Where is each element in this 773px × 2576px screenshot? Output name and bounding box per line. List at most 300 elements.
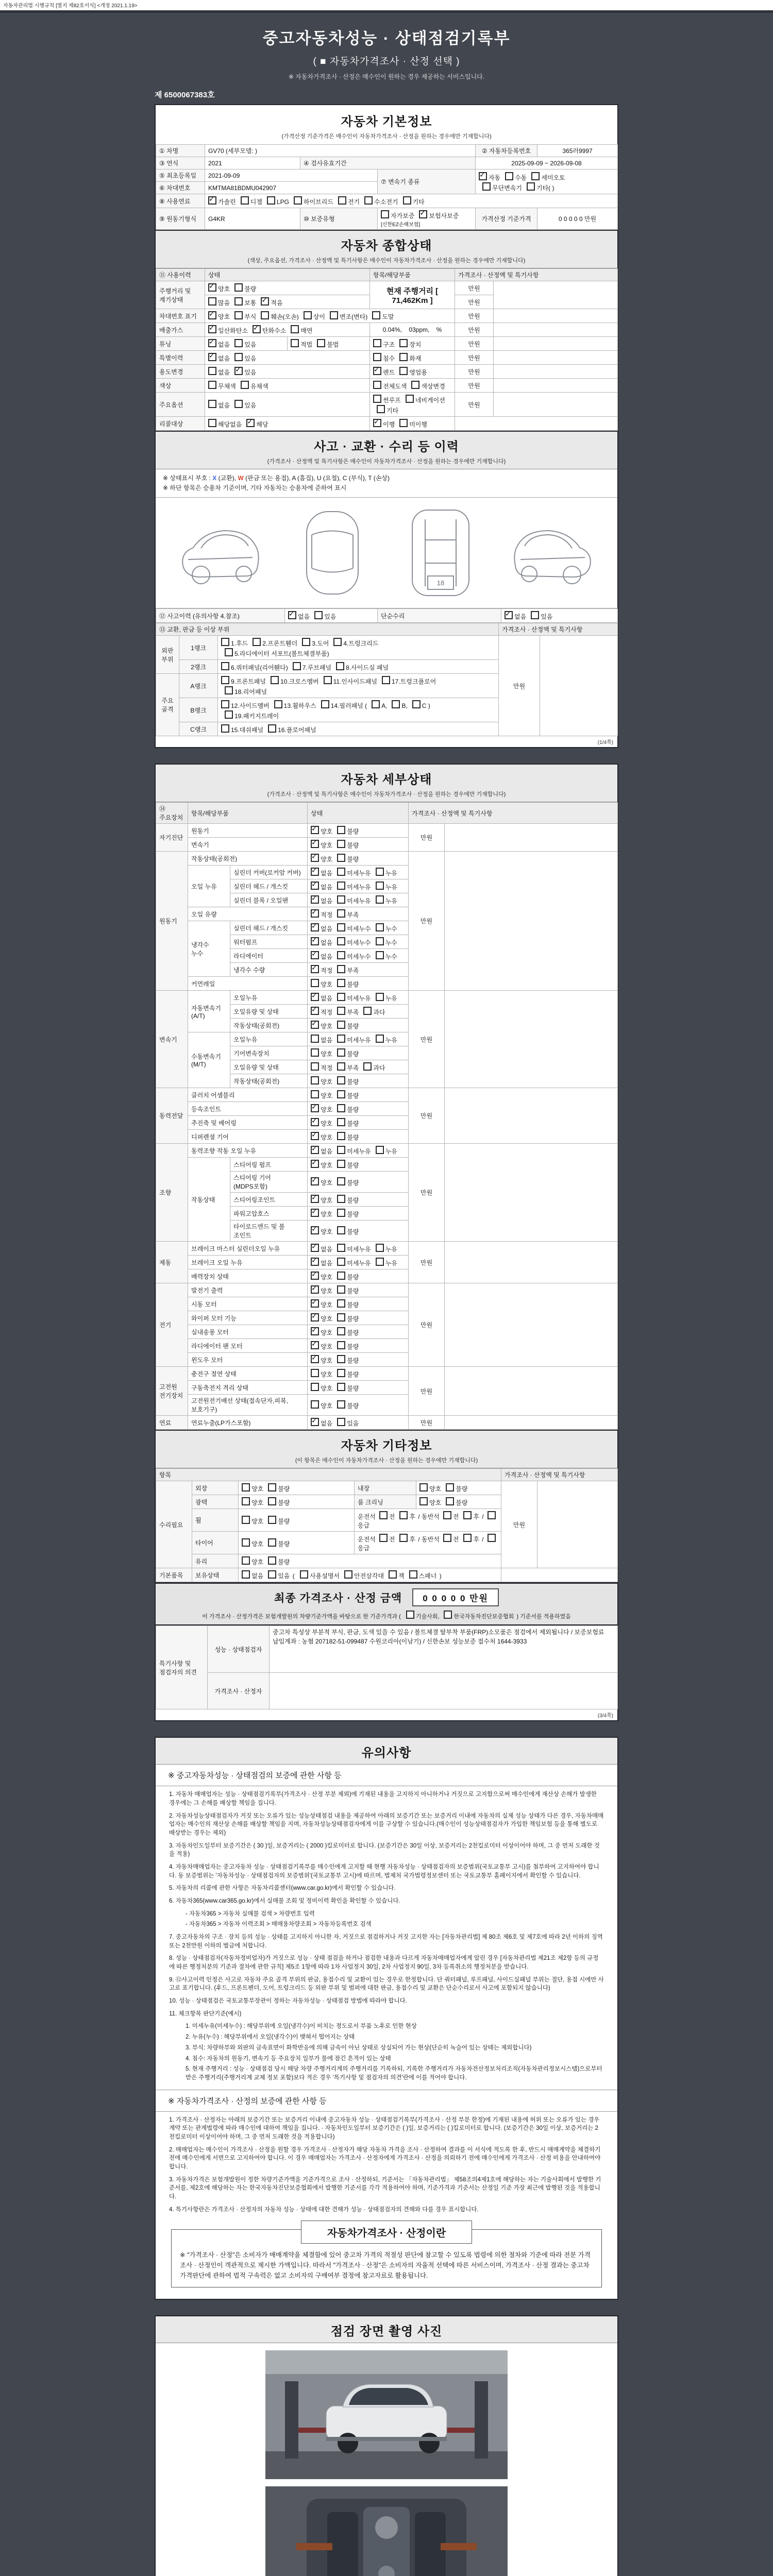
- form-checkbox: [311, 1226, 319, 1234]
- section-note: (색상, 주요옵션, 가격조사 · 산정액 및 특기사항은 매수인이 자동차가격조사 · 산정을 원하는 경우에만 기재합니다): [247, 258, 526, 264]
- text-run: ⑤ 최초등록일: [159, 172, 197, 179]
- text-run: 수동변속기: [191, 1053, 221, 1061]
- checkbox-label: 10.크로스멤버: [280, 678, 319, 686]
- checkbox-label: 1.후드: [231, 640, 248, 648]
- checkbox-label: 있음: [541, 613, 553, 621]
- notice-item: 6. 자동차365(www.car365.go.kr)에서 실매물 조회 및 정비이력 확인을 확인할 수 있습니다.: [169, 1898, 400, 1905]
- form-cell: [156, 365, 205, 379]
- form-cell: [455, 309, 494, 323]
- form-cell: [455, 417, 618, 431]
- notice-item: 2. 자동차성능상태점검자가 거짓 또는 오류가 있는 성능상태점검 내용을 제공하여 아래의 보증기간 또는 보증거리 이내에 자동차의 실제 성능 상태가 다른 경우, 자동차매매업자는 매수인의 재산상 손해를 배상할 책임을 지며, 자동차성능상태점검자에게 이를 구상할 수 있습니다.(매수인이 성능상태점검자가 가입한 책임보험 등을 통해 별도로 배상받는 경우는 제외): [169, 1812, 604, 1837]
- text-run: 만원: [513, 682, 526, 690]
- form-checkbox: [311, 909, 319, 918]
- checkbox-label: 양호: [218, 285, 230, 293]
- form-cell: [205, 365, 370, 379]
- column-header: [188, 803, 308, 824]
- form-checkbox: [412, 700, 421, 708]
- form-cell: [188, 921, 230, 977]
- text-run: ⑧ 사용연료: [159, 197, 191, 205]
- form-cell: [300, 208, 378, 230]
- text-run: 고전원: [159, 1383, 177, 1391]
- text-run: 작동상태(공회전): [233, 1022, 280, 1029]
- form-cell: [494, 351, 618, 365]
- form-cell: [205, 309, 455, 323]
- form-checkbox: [376, 951, 384, 959]
- text-run: 오일유량 및 상태: [233, 1063, 279, 1071]
- form-checkbox: [337, 1209, 345, 1217]
- checkbox-label: 양호: [321, 1274, 333, 1281]
- form-checkbox: [311, 1369, 319, 1377]
- column-header: [499, 623, 618, 636]
- text-run: 만원: [468, 326, 480, 334]
- form-cell: [239, 1509, 355, 1532]
- form-checkbox: [330, 311, 338, 319]
- text-run: 상태: [208, 272, 221, 279]
- checkbox-label: 3.도어: [312, 640, 329, 648]
- checkbox-label: 미세누유: [347, 1037, 371, 1044]
- form-checkbox: [261, 311, 269, 319]
- form-checkbox: [234, 400, 243, 408]
- form-cell: [156, 1242, 188, 1283]
- checkbox-label: 불량: [347, 828, 359, 836]
- form-cell: [494, 393, 618, 417]
- checkbox-label: 16.플로어패널: [278, 726, 316, 734]
- form-cell: [218, 698, 499, 722]
- form-checkbox: [234, 311, 243, 319]
- form-cell: [156, 1626, 208, 1709]
- form-cell: [494, 379, 618, 393]
- form-cell: [188, 1339, 308, 1353]
- notice-item: 4. 특기사항란은 가격조사 · 산정자의 자동차 성능 · 상태에 대한 견해가 성능 · 상태점검자의 견해와 다를 경우 표시합니다.: [169, 2206, 479, 2213]
- form-checkbox: [482, 182, 491, 191]
- checkbox-label: 사용설명서: [310, 1572, 340, 1580]
- checkbox-label: 화재: [409, 355, 422, 362]
- form-checkbox: [337, 909, 345, 918]
- form-cell: [188, 1311, 308, 1325]
- form-cell: [188, 1353, 308, 1367]
- checkbox-label: 누유: [385, 870, 397, 877]
- checkbox-label: 불량: [347, 1228, 359, 1236]
- final-price-note: [156, 1610, 617, 1620]
- text-run: 계기상태: [159, 296, 183, 303]
- service-note: ※ 자동차가격조사 · 산정은 매수인이 원하는 경우 제공하는 서비스입니다.: [288, 73, 485, 80]
- form-cell: [188, 1269, 308, 1283]
- form-cell: [409, 824, 445, 852]
- form-checkbox: [234, 297, 243, 306]
- text-run: 외장: [195, 1484, 208, 1492]
- checkbox-label: 없음: [321, 870, 333, 877]
- form-cell: [476, 145, 537, 157]
- form-cell: [230, 1193, 308, 1207]
- text-run: 차대번호 표기: [159, 312, 197, 320]
- form-checkbox: [274, 700, 282, 708]
- form-checkbox: [337, 1383, 345, 1391]
- text-run: 특별이력: [159, 354, 183, 362]
- text-run: 변속기: [159, 1036, 177, 1043]
- text-run: 파워고압호스: [233, 1210, 270, 1217]
- text-run: 중고차 특성상 부분적 부식, 판금, 도색 있을 수 있음 / 볼트체결 탈부착 부품(FRP)소모품은 점검에서 제외됩니다 / 보증보험료 납입계좌 : 농협 207182-51-099487 수원코리아(이남기) / 신한손보 성능보증 접수처 1644-3933: [273, 1629, 604, 1646]
- checkbox-label: 한국자동차진단보증협회: [453, 1614, 514, 1620]
- form-checkbox: [337, 1048, 345, 1057]
- form-cell: [156, 393, 205, 417]
- form-checkbox: [379, 1534, 388, 1542]
- form-checkbox: [399, 339, 408, 347]
- form-cell: [445, 991, 618, 1088]
- checkbox-label: 세미오토: [541, 174, 565, 181]
- checkbox-label: 구조: [383, 341, 395, 348]
- checkbox-label: 양호: [321, 1120, 333, 1128]
- text-run: 타이어: [195, 1539, 213, 1547]
- price-definition-title: 자동차가격조사 · 산정이란: [301, 2221, 472, 2244]
- form-checkbox: [321, 700, 329, 708]
- form-cell: [355, 1495, 416, 1509]
- checkbox-label: 불량: [278, 1540, 290, 1548]
- form-cell: [308, 852, 409, 866]
- checkbox-label: 양호: [321, 1301, 333, 1309]
- form-cell: [409, 991, 445, 1088]
- checkbox-label: 없음: [321, 939, 333, 947]
- form-checkbox: [311, 937, 319, 945]
- text-run: 연료누출(LP가스포함): [191, 1419, 251, 1427]
- form-cell: [156, 351, 205, 365]
- checkbox-label: LPG: [276, 198, 289, 206]
- form-checkbox: [399, 353, 408, 361]
- checkbox-label: 해당: [256, 421, 268, 428]
- form-checkbox: [399, 419, 408, 427]
- form-checkbox: [324, 676, 332, 684]
- form-checkbox: [337, 1062, 345, 1071]
- checkbox-label: 전: [452, 1536, 459, 1544]
- text-run: 이 가격조사 · 산정가격은 보험개발원의 차량기준가액을 바탕으로 한 기준가격과 (: [202, 1614, 402, 1620]
- form-checkbox: [337, 1400, 345, 1409]
- checkbox-label: 불량: [347, 1402, 359, 1410]
- form-cell: [300, 157, 476, 170]
- checkbox-label: 19.패키지트레이: [234, 713, 279, 720]
- form-checkbox: [337, 1118, 345, 1126]
- form-checkbox: [208, 311, 216, 319]
- form-cell: [239, 1554, 501, 1568]
- checkbox-label: 탄화수소: [262, 327, 287, 334]
- text-run: 라디에이터: [233, 952, 263, 960]
- form-checkbox: [300, 1570, 308, 1579]
- form-checkbox: [261, 297, 269, 306]
- form-cell: [501, 1568, 618, 1582]
- form-cell: [499, 636, 540, 736]
- panel-photos: [155, 2315, 618, 2576]
- checkbox-label: 불량: [278, 1485, 290, 1493]
- form-checkbox: [376, 1258, 384, 1266]
- form-checkbox: [344, 1570, 352, 1579]
- checkbox-label: 불법: [327, 341, 339, 348]
- checkbox-label: 하이브리드: [303, 198, 333, 206]
- text-run: 오일누유: [233, 1036, 258, 1043]
- checkbox-label: 누수: [385, 953, 397, 961]
- form-checkbox: [379, 1511, 388, 1519]
- form-checkbox: [234, 283, 243, 292]
- form-checkbox: [311, 1104, 319, 1112]
- form-cell: [355, 1481, 416, 1495]
- inspector-notes-table: [156, 1625, 618, 1709]
- form-cell: [537, 1481, 618, 1568]
- form-cell: [218, 674, 499, 698]
- form-cell: [156, 208, 205, 230]
- checkbox-label: 썬루프: [383, 397, 401, 404]
- text-run: ⑫ 사고이력 (유의사항 4.참조): [159, 612, 240, 620]
- form-cell: [537, 208, 618, 230]
- form-checkbox: [293, 662, 301, 670]
- text-run: 항목/해당부품: [191, 809, 229, 817]
- checkbox-label: 훼손(오손): [271, 313, 299, 320]
- text-run: (교환),: [216, 474, 238, 482]
- form-checkbox: [311, 1177, 319, 1185]
- notice-list-2: [156, 2116, 617, 2214]
- form-cell: [205, 323, 370, 337]
- form-cell: [239, 1495, 355, 1509]
- form-cell: [308, 935, 409, 949]
- checkbox-label: 6.쿼터패널(리어휀다): [231, 664, 288, 672]
- text-run: 추진축 및 베어링: [191, 1119, 237, 1127]
- text-run: 오일유량 및 상태: [233, 1008, 279, 1015]
- form-cell: [445, 852, 618, 991]
- checkbox-label: 양호: [251, 1558, 264, 1566]
- checkbox-label: 누유: [385, 1246, 397, 1253]
- checkbox-label: 양호: [321, 1211, 333, 1218]
- text-run: 만원: [420, 1112, 433, 1120]
- form-checkbox: [311, 1285, 319, 1294]
- regulation-note: [0, 0, 773, 13]
- form-cell: [370, 393, 455, 417]
- form-cell: [308, 866, 409, 879]
- notice-item: 4. 자동차매매업자는 중고자동차 성능 · 상태점검기록부를 매수인에게 고지할 때 현행 자동차성능 · 상태점검자의 보증범위(국토교통부 고시)를 첨부하여 고지하여야 합니다. 동 보증범위는 '자동차성능 · 상태점검자의 보증범위'(국토교통부 고시)에 따르며, 법제처 국가법령정보센터 또는 국토교통부 홈페이지에서 확인할 수 있습니다.: [169, 1864, 599, 1879]
- form-checkbox: [337, 1160, 345, 1168]
- text-run: 배출가스: [159, 326, 183, 334]
- basic-info-table: [156, 144, 618, 230]
- form-cell: [476, 208, 537, 230]
- text-run: 와이퍼 모터 기능: [191, 1314, 237, 1322]
- form-cell: [308, 1207, 409, 1221]
- checkbox-label: 기타: [386, 407, 399, 414]
- form-checkbox: [372, 700, 380, 708]
- form-checkbox: [221, 638, 229, 646]
- checkbox-label: 15.대쉬패널: [231, 726, 264, 734]
- form-cell: [188, 852, 308, 866]
- text-run: 디퍼렌셜 기어: [191, 1133, 229, 1141]
- form-cell: [156, 1367, 188, 1416]
- checkbox-label: 17.트렁크플로어: [391, 678, 436, 686]
- form-checkbox: [337, 1177, 345, 1185]
- form-cell: [308, 1158, 409, 1172]
- text-run: 오일 누유: [191, 883, 217, 890]
- form-checkbox: [337, 1244, 345, 1252]
- checkbox-label: 불량: [347, 1179, 359, 1187]
- form-cell: [230, 893, 308, 907]
- form-checkbox: [444, 1611, 452, 1619]
- form-cell: [378, 170, 476, 194]
- form-cell: [192, 1532, 239, 1554]
- form-cell: [445, 1144, 618, 1242]
- form-cell: [188, 1256, 308, 1269]
- form-cell: [476, 157, 618, 170]
- checkbox-label: 없음: [514, 613, 527, 621]
- form-checkbox: [373, 367, 381, 375]
- form-cell: [218, 722, 499, 736]
- form-checkbox: [406, 395, 414, 403]
- checkbox-label: 불량: [347, 1197, 359, 1205]
- form-checkbox: [208, 353, 216, 361]
- form-checkbox: [311, 1299, 319, 1308]
- form-cell: [179, 722, 218, 736]
- checkbox-label: 미세누유: [347, 897, 371, 905]
- form-cell: [230, 1207, 308, 1221]
- form-cell: [179, 674, 218, 698]
- form-cell: [476, 170, 618, 194]
- form-cell: [208, 1673, 270, 1709]
- form-cell: [156, 157, 205, 170]
- form-cell: [455, 337, 494, 351]
- form-checkbox: [419, 210, 427, 218]
- form-cell: [156, 824, 188, 852]
- text-run: 동력조향 작동 오일 누유: [191, 1147, 256, 1155]
- checkbox-label: 과다: [373, 1009, 385, 1016]
- checkbox-label: A,: [381, 702, 388, 710]
- form-cell: [156, 636, 179, 674]
- checkbox-label: 장치: [409, 341, 422, 348]
- form-checkbox: [311, 882, 319, 890]
- form-checkbox: [372, 311, 380, 319]
- checkbox-label: 전: [389, 1513, 395, 1521]
- form-checkbox: [337, 1355, 345, 1363]
- notice-item: 7. 중고자동차의 구조 · 장치 등의 성능 · 상태를 고지하지 아니한 자, 거짓으로 점검하거나 거짓 고지한 자는 [자동차관리법] 제 80조 제6호 및 제7호에 따라 2년 이하의 징역 또는 2천만원 이하의 벌금에 처합니다.: [169, 1934, 603, 1949]
- checkbox-label: 기술사회,: [415, 1614, 440, 1620]
- form-checkbox: [337, 1418, 345, 1426]
- text-run: ② 자동차등록번호: [481, 147, 531, 155]
- checkbox-label: 있음: [244, 369, 257, 376]
- form-checkbox: [311, 951, 319, 959]
- form-cell: [308, 838, 409, 852]
- form-cell: [188, 1242, 308, 1256]
- text-run: 발전기 출력: [191, 1286, 223, 1294]
- form-cell: [205, 145, 476, 157]
- form-cell: [494, 323, 618, 337]
- form-cell: [230, 1158, 308, 1172]
- checkbox-label: 양호: [321, 842, 333, 850]
- form-checkbox: [311, 840, 319, 848]
- form-checkbox: [337, 923, 345, 931]
- form-checkbox: [311, 868, 319, 876]
- checkbox-label: 양호: [321, 1371, 333, 1379]
- checkbox-label: 양호: [321, 828, 333, 836]
- form-cell: [308, 1325, 409, 1339]
- form-cell: [230, 1060, 308, 1074]
- form-checkbox: [337, 895, 345, 904]
- text-run: 가격조사 · 산정액 및 특기사항: [412, 809, 493, 817]
- form-checkbox: [291, 325, 299, 333]
- form-checkbox: [311, 1400, 319, 1409]
- form-cell: [308, 1144, 409, 1158]
- notice-item: 8. 성능 · 상태점검자(자동차정비업자)가 거짓으로 성능 · 상태 점검을 하거나 점검한 내용과 다르게 자동차매매업자에게 알린 경우 [자동차관리법 제21조 제2항 등의 규정에 따른 행정처분의 기준과 절차에 관한 규칙] 제5조 1항에 따라 1차 사업정지 30일, 2차 사업정지 90일, 3차 등록취소의 행정처분을 받습니다.: [169, 1955, 599, 1971]
- form-checkbox: [242, 1570, 250, 1579]
- text-run: X: [212, 474, 217, 482]
- text-run: 운전석: [358, 1536, 376, 1544]
- form-checkbox: [363, 1062, 372, 1071]
- checkbox-label: 5.라디에이터 서포트(볼트체결부품): [234, 650, 329, 658]
- text-run: 제동: [159, 1259, 172, 1266]
- form-checkbox: [337, 1146, 345, 1154]
- section-title: 자동차 기타정보: [341, 1439, 432, 1453]
- car-diagram-underbody-view-icon: [397, 504, 484, 602]
- checkbox-label: 있음: [244, 355, 257, 362]
- checkbox-label: 많음: [218, 299, 230, 307]
- checkbox-label: 전: [452, 1513, 459, 1521]
- form-cell: [230, 1005, 308, 1019]
- form-checkbox: [311, 1272, 319, 1280]
- section-photos-header: [156, 2316, 617, 2343]
- form-checkbox: [221, 724, 229, 733]
- document-header: [0, 13, 773, 104]
- text-run: 내장: [358, 1484, 370, 1492]
- checkbox-label: 이행: [383, 421, 395, 428]
- text-run: 원동기: [159, 918, 177, 925]
- form-cell: [230, 1019, 308, 1032]
- form-checkbox: [376, 895, 384, 904]
- checkbox-label: 양호: [321, 1197, 333, 1205]
- checkbox-label: 누수: [385, 925, 397, 933]
- checkbox-label: 양호: [321, 1385, 333, 1393]
- form-cell: [156, 194, 205, 208]
- form-checkbox: [311, 979, 319, 987]
- checkbox-label: 자가보증: [391, 212, 415, 219]
- form-cell: [416, 1495, 501, 1509]
- checkbox-label: 7.루브패널: [302, 664, 332, 672]
- notice-item: 3. 자동차인도일부터 보증기간은 ( 30 )일, 보증거리는 ( 2000 )킬로미터로 합니다. (보증기간은 30일 이상, 보증거리는 2천킬로미터 이상이어야 하며, 그 중 먼저 도래한 것을 적용): [169, 1842, 600, 1858]
- checkbox-label: 양호: [321, 1092, 333, 1100]
- text-run: 실린더 커버(로커암 커버): [233, 869, 301, 876]
- form-cell: [445, 1242, 618, 1283]
- form-cell: [230, 1074, 308, 1088]
- text-run: 만원: [468, 354, 480, 362]
- form-checkbox: [403, 196, 411, 205]
- form-checkbox: [288, 611, 296, 619]
- checkbox-label: 양호: [321, 1078, 333, 1086]
- checkbox-label: 과다: [373, 1064, 385, 1072]
- form-cell: [156, 281, 205, 309]
- notice-subheading-2: ※ 자동차가격조사 · 산정의 보증에 관한 사항 등: [156, 2090, 617, 2112]
- text-run: ⑭ 주요장치: [159, 805, 183, 822]
- checkbox-label: 불량: [347, 1385, 359, 1393]
- text-run: 1랭크: [191, 644, 206, 652]
- form-checkbox: [311, 1383, 319, 1391]
- checkbox-label: 없음: [321, 897, 333, 905]
- column-header: [156, 623, 499, 636]
- checkbox-label: 후: [473, 1513, 479, 1521]
- text-run: ⑦ 변속기 종류: [381, 178, 420, 185]
- text-run: 현재 주행거리 [ 71,462Km ]: [386, 286, 439, 305]
- page-title: 중고자동차성능 · 상태점검기록부: [262, 29, 511, 47]
- form-checkbox: [311, 1007, 319, 1015]
- checkbox-label: 9.프론트패널: [231, 678, 266, 686]
- form-cell: [192, 1554, 239, 1568]
- form-cell: [230, 921, 308, 935]
- form-cell: [308, 1381, 409, 1395]
- text-run: 동력전달: [159, 1112, 183, 1120]
- text-run: /: [480, 1536, 484, 1544]
- form-cell: [288, 337, 370, 351]
- checkbox-label: C ): [422, 702, 430, 710]
- form-cell: [308, 1130, 409, 1144]
- checkbox-label: 미세누유: [347, 870, 371, 877]
- text-run: 365러9997: [562, 147, 593, 155]
- notice-item: 9. ⑫사고이력 인정은 사고로 자동차 주요 골격 부위의 판금, 용접수리 및 교환이 있는 경우로 한정합니다. 단 쿼터패널, 루프패널, 사이드실패널 부위는 절단, 용접 시에만 사고로 표기합니다. (후드, 프론트펜더, 도어, 트렁크리드 등 외판 부위 및 범퍼에 대한 판금, 용접수리 및 교환은 단순수리로서 사고에 포함되지 않습니다): [169, 1976, 604, 1992]
